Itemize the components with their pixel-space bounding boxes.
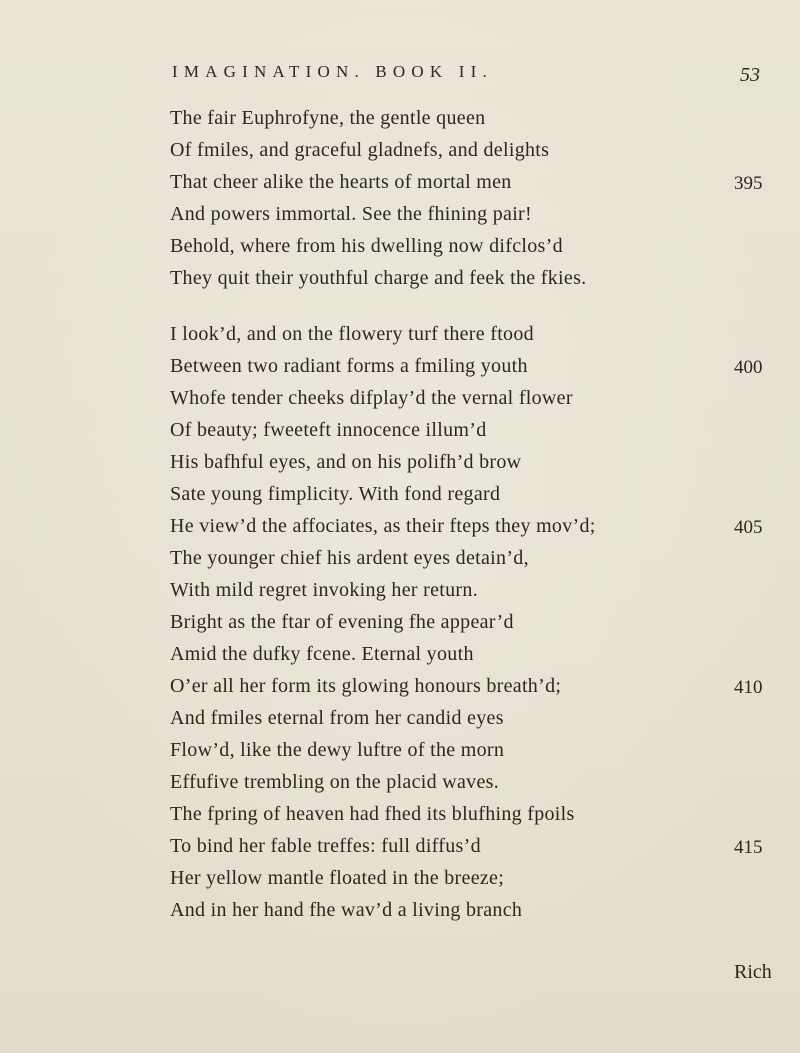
verse-line: Of beauty; fweeteft innocence illum’d	[170, 419, 487, 441]
running-head: IMAGINATION. BOOK II.	[172, 62, 493, 81]
verse-line: The fpring of heaven had fhed its blufhing fpoils	[170, 803, 575, 825]
verse-line: Bright as the ftar of evening fhe appear’d	[170, 611, 514, 633]
verse-line: With mild regret invoking her return.	[170, 579, 478, 601]
catchword: Rich	[734, 961, 772, 983]
line-number: 400	[734, 357, 763, 378]
line-number: 410	[734, 677, 763, 698]
verse-line: That cheer alike the hearts of mortal men	[170, 171, 512, 193]
verse-line: And fmiles eternal from her candid eyes	[170, 707, 504, 729]
verse-line: Whofe tender cheeks difplay’d the vernal flower	[170, 387, 573, 409]
line-number: 415	[734, 837, 763, 858]
line-number: 405	[734, 517, 763, 538]
verse-line: Between two radiant forms a fmiling youth	[170, 355, 528, 377]
line-number: 395	[734, 173, 763, 194]
verse-line: Her yellow mantle floated in the breeze;	[170, 867, 505, 889]
page-number: 53	[740, 64, 760, 86]
verse-line: O’er all her form its glowing honours breath’d;	[170, 675, 562, 697]
verse-line: Amid the dufky fcene. Eternal youth	[170, 643, 474, 665]
verse-line: And powers immortal. See the fhining pair!	[170, 203, 532, 225]
verse-line: They quit their youthful charge and feek the fkies.	[170, 267, 587, 289]
verse-line: The fair Euphrofyne, the gentle queen	[170, 107, 486, 129]
verse-line: Of fmiles, and graceful gladnefs, and delights	[170, 139, 550, 161]
verse-line: He view’d the affociates, as their fteps they mov’d;	[170, 515, 596, 537]
verse-line: Effufive trembling on the placid waves.	[170, 771, 500, 793]
verse-line: The younger chief his ardent eyes detain’d,	[170, 547, 529, 569]
verse-line: Behold, where from his dwelling now difclos’d	[170, 235, 563, 257]
verse-line: And in her hand fhe wav’d a living branch	[170, 899, 523, 921]
verse-line: His bafhful eyes, and on his polifh’d brow	[170, 451, 522, 473]
verse-line: To bind her fable treffes: full diffus’d	[170, 835, 481, 857]
verse-line: I look’d, and on the flowery turf there ftood	[170, 323, 534, 345]
verse-line: Flow’d, like the dewy luftre of the morn	[170, 739, 505, 761]
verse-line: Sate young fimplicity. With fond regard	[170, 483, 501, 505]
